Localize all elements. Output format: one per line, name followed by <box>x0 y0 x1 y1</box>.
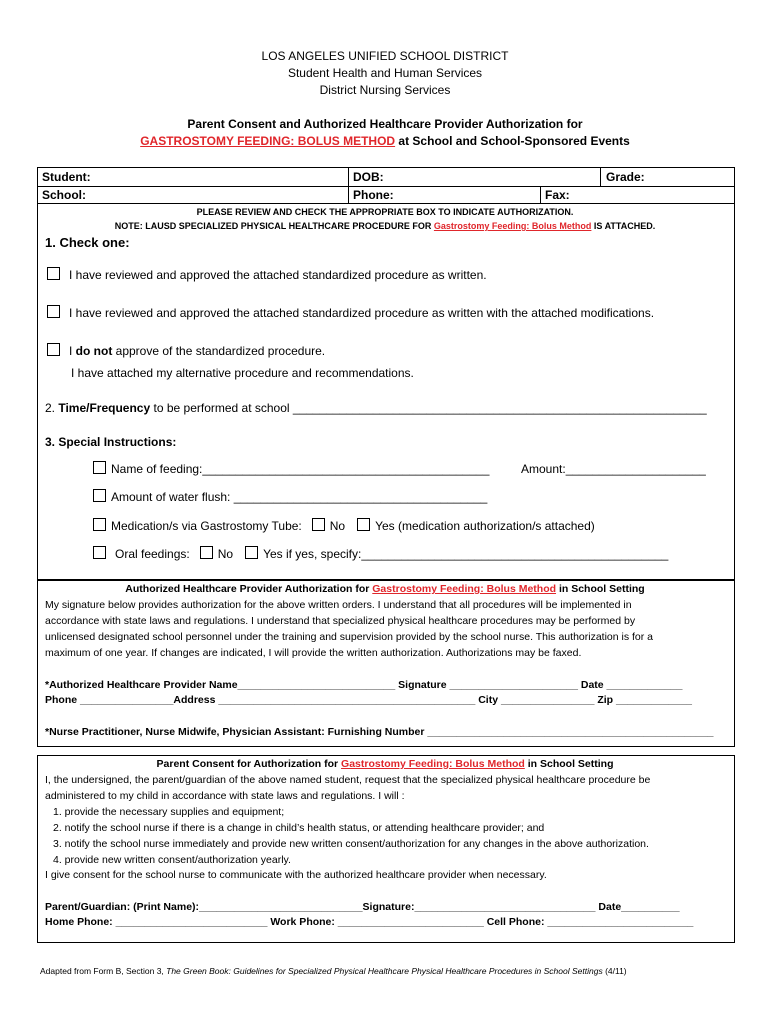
student-field-label[interactable]: Student: <box>42 170 91 184</box>
form-title-line1: Parent Consent and Authorized Healthcare Provider Authorization for <box>187 117 583 131</box>
provider-text-line: accordance with state laws and regulations. I understand that specialized physical healthcare procedures may be performed by <box>45 615 636 627</box>
department-name: Student Health and Human Services <box>287 66 483 80</box>
procedure-name: GASTROSTOMY FEEDING: BOLUS METHOD <box>140 134 396 148</box>
school-field-label[interactable]: School: <box>42 188 86 202</box>
feeding-name-field[interactable]: Name of feeding:___________________________________________ <box>93 461 489 477</box>
district-name: LOS ANGELES UNIFIED SCHOOL DISTRICT <box>261 49 509 63</box>
parent-phone-field[interactable]: Home Phone: __________________________ Work Phone: _________________________ Cell Phone: _________________________ <box>45 916 694 928</box>
form-title-line2: GASTROSTOMY FEEDING: BOLUS METHOD at School and School-Sponsored Events <box>140 134 630 148</box>
parent-signature-field[interactable]: Parent/Guardian: (Print Name):____________________________Signature:_______________________________ Date__________ <box>45 901 680 913</box>
option-approved-as-written[interactable]: I have reviewed and approved the attached standardized procedure as written. <box>47 267 487 283</box>
parent-text-line: I give consent for the school nurse to communicate with the authorized healthcare provider when necessary. <box>45 869 547 881</box>
feeding-amount-field[interactable]: Amount:_____________________ <box>521 462 706 476</box>
oral-yes-checkbox[interactable] <box>245 546 258 559</box>
check-one-heading: 1. Check one: <box>45 235 130 250</box>
provider-phone-address-field[interactable]: Phone ________________Address ____________________________________________ City ________________ Zip _____________ <box>45 694 692 706</box>
parent-text-line: administered to my child in accordance with state laws and regulations. I will : <box>45 790 405 802</box>
provider-name-signature-field[interactable]: *Authorized Healthcare Provider Name___________________________ Signature ______________________ Date _____________ <box>45 679 683 691</box>
procedure-note: NOTE: LAUSD SPECIALIZED PHYSICAL HEALTHCARE PROCEDURE FOR Gastrostomy Feeding: Bolus Method IS ATTACHED. <box>114 221 656 231</box>
time-frequency-field[interactable]: 2. Time/Frequency to be performed at school ______________________________________________________________ <box>45 401 707 415</box>
alternative-procedure-text: I have attached my alternative procedure and recommendations. <box>71 366 414 380</box>
medication-field[interactable]: Medication/s via Gastrostomy Tube: No Yes (medication authorization/s attached) <box>93 518 595 534</box>
parent-text-line: I, the undersigned, the parent/guardian of the above named student, request that the specialized physical healthcare procedure be <box>45 774 651 786</box>
checkbox[interactable] <box>47 267 60 280</box>
checkbox[interactable] <box>93 489 106 502</box>
fax-field-label[interactable]: Fax: <box>545 188 570 202</box>
special-instructions-heading: 3. Special Instructions: <box>45 435 177 449</box>
water-flush-field[interactable]: Amount of water flush: ______________________________________ <box>93 489 487 505</box>
footer-citation: Adapted from Form B, Section 3, The Green Book: Guidelines for Specialized Physical Healthcare Physical Healthcare Procedures in School Settings (4/11) <box>40 966 627 976</box>
provider-text-line: unlicensed designated school personnel under the training and supervision provided by the school nurse. This authorization is for a <box>45 631 654 643</box>
parent-list-item: 2. notify the school nurse if there is a change in child’s health status, or attending healthcare provider; and <box>53 822 545 834</box>
parent-list-item: 4. provide new written consent/authorization yearly. <box>53 854 291 866</box>
parent-list-item: 3. notify the school nurse immediately and provide new written consent/authorization for any changes in the above authorization. <box>53 838 649 850</box>
medication-yes-checkbox[interactable] <box>357 518 370 531</box>
dob-field-label[interactable]: DOB: <box>353 170 384 184</box>
checkbox[interactable] <box>47 343 60 356</box>
checkbox[interactable] <box>93 518 106 531</box>
phone-field-label[interactable]: Phone: <box>353 188 394 202</box>
parent-list-item: 1. provide the necessary supplies and equipment; <box>53 806 285 818</box>
option-approved-with-modifications[interactable]: I have reviewed and approved the attached standardized procedure as written with the attached modifications. <box>47 305 654 321</box>
checkbox[interactable] <box>47 305 60 318</box>
medication-no-checkbox[interactable] <box>312 518 325 531</box>
review-instruction: PLEASE REVIEW AND CHECK THE APPROPRIATE BOX TO INDICATE AUTHORIZATION. <box>196 207 574 217</box>
parent-section-heading: Parent Consent for Authorization for Gastrostomy Feeding: Bolus Method in School Setting <box>156 758 614 770</box>
furnishing-number-field[interactable]: *Nurse Practitioner, Nurse Midwife, Physician Assistant: Furnishing Number _________________________________________________ <box>45 726 714 738</box>
option-not-approved[interactable]: I do not approve of the standardized procedure. <box>47 343 325 359</box>
grade-field-label[interactable]: Grade: <box>606 170 645 184</box>
oral-no-checkbox[interactable] <box>200 546 213 559</box>
division-name: District Nursing Services <box>319 83 451 97</box>
oral-feedings-field[interactable]: Oral feedings: No Yes if yes, specify:______________________________________________ <box>93 546 668 562</box>
checkbox[interactable] <box>93 461 106 474</box>
provider-section-heading: Authorized Healthcare Provider Authorization for Gastrostomy Feeding: Bolus Method in School Setting <box>125 583 645 595</box>
provider-text-line: maximum of one year. If changes are indicated, I will provide the written authorization. Authorizations may be faxed. <box>45 647 582 659</box>
provider-text-line: My signature below provides authorization for the above written orders. I understand that all procedures will be implemented in <box>45 599 632 611</box>
checkbox[interactable] <box>93 546 106 559</box>
